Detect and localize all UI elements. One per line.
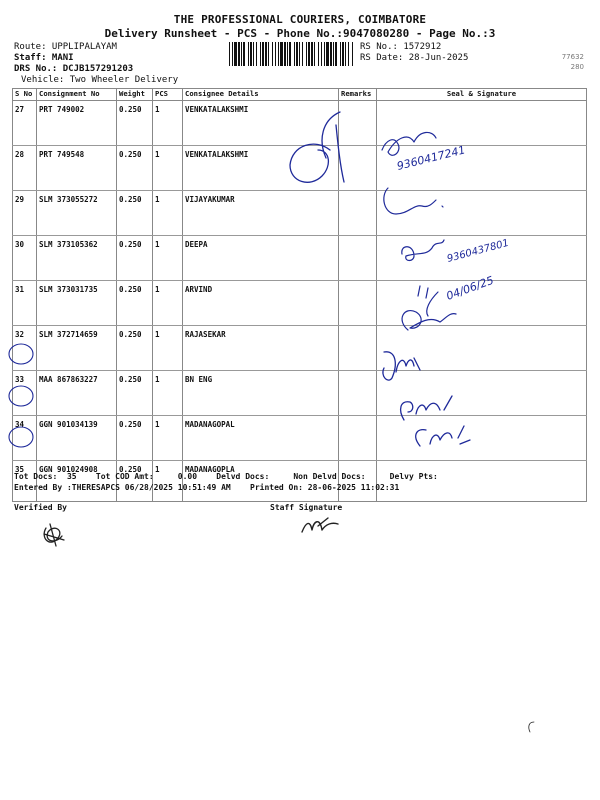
row-pcs: 1 — [153, 326, 183, 371]
row-sno: 32 — [13, 326, 37, 371]
row-weight: 0.250 — [117, 281, 153, 326]
corner-mark-stroke — [529, 722, 534, 732]
signature-mark-row33 — [383, 352, 420, 380]
row-consignee: MADANAGOPLA — [183, 461, 339, 502]
row-weight: 0.250 — [117, 371, 153, 416]
rs-date: RS Date: 28-Jun-2025 — [360, 53, 469, 63]
row-weight: 0.250 — [117, 461, 153, 502]
row-consignee: RAJASEKAR — [183, 326, 339, 371]
route-label: Route: UPPLIPALAYAM — [14, 42, 117, 52]
col-sno: S No — [13, 89, 37, 101]
circle-mark-34 — [9, 386, 33, 406]
row-pcs: 1 — [153, 461, 183, 502]
row-weight: 0.250 — [117, 416, 153, 461]
signature-mark-row32 — [402, 311, 456, 330]
row-consignee: MADANAGOPAL — [183, 416, 339, 461]
row-sno: 33 — [13, 371, 37, 416]
row-pcs: 1 — [153, 281, 183, 326]
row-consignment-no: GGN 901034139 — [37, 416, 117, 461]
staff-label: Staff: MANI — [14, 53, 74, 63]
row-consignment-no: SLM 373105362 — [37, 236, 117, 281]
staff-signature-mark — [302, 518, 338, 532]
row-pcs: 1 — [153, 236, 183, 281]
row-consignee: BN ENG — [183, 371, 339, 416]
row-consignment-no: GGN 901024908 — [37, 461, 117, 502]
handwritten-phone-2: 9360437801 — [445, 237, 511, 265]
row-consignee: VENKATALAKSHMI — [183, 101, 339, 146]
signature-mark-row31 — [418, 286, 438, 316]
row-consignment-no: PRT 749548 — [37, 146, 117, 191]
row-consignee: ARVIND — [183, 281, 339, 326]
corner-mark-1: 77632 — [561, 53, 584, 61]
rs-number: RS No.: 1572912 — [360, 42, 442, 52]
row-sno: 35 — [13, 461, 37, 502]
row-consignment-no: SLM 373031735 — [37, 281, 117, 326]
row-consignment-no: PRT 749002 — [37, 101, 117, 146]
row-pcs: 1 — [153, 371, 183, 416]
row-sno: 31 — [13, 281, 37, 326]
col-seal-signature: Seal & Signature — [377, 89, 587, 101]
col-consignee: Consignee Details — [183, 89, 339, 101]
col-pcs: PCS — [153, 89, 183, 101]
company-title: THE PROFESSIONAL COURIERS, COIMBATORE — [173, 13, 427, 26]
staff-signature-label: Staff Signature — [270, 503, 343, 512]
circle-mark-35 — [9, 427, 33, 447]
totals-line: Tot Docs: 35 Tot COD Amt: 0.00 Delvd Docs: Non Delvd Docs: Delvy Pts: — [14, 472, 438, 481]
row-weight: 0.250 — [117, 101, 153, 146]
row-pcs: 1 — [153, 191, 183, 236]
handwritten-phone-1: 9360417241 — [395, 143, 467, 173]
row-sno: 27 — [13, 101, 37, 146]
signature-mark-loop — [290, 112, 344, 182]
verified-signature-mark — [44, 524, 64, 546]
row-consignment-no: SLM 372714659 — [37, 326, 117, 371]
row-pcs: 1 — [153, 146, 183, 191]
verified-by-label: Verified By — [14, 503, 67, 512]
signature-mark-row34 — [401, 396, 452, 420]
col-weight: Weight — [117, 89, 153, 101]
row-consignee: VIJAYAKUMAR — [183, 191, 339, 236]
row-weight: 0.250 — [117, 326, 153, 371]
row-weight: 0.250 — [117, 146, 153, 191]
row-consignment-no: MAA 867863227 — [37, 371, 117, 416]
vehicle-label: Vehicle: Two Wheeler Delivery — [21, 75, 179, 85]
runsheet-subtitle: Delivery Runsheet - PCS - Phone No.:9047080280 - Page No.:3 — [104, 27, 496, 40]
row-consignee: VENKATALAKSHMI — [183, 146, 339, 191]
corner-mark-2: 280 — [570, 63, 584, 71]
row-pcs: 1 — [153, 416, 183, 461]
row-sno: 34 — [13, 416, 37, 461]
row-consignment-no: SLM 373055272 — [37, 191, 117, 236]
drs-number: DRS No.: DCJB157291203 — [14, 64, 134, 74]
entered-by-line: Entered By :THERESAPCS 06/28/2025 10:51:49 AM Printed On: 28-06-2025 11:02:31 — [14, 483, 400, 492]
signature-mark-row29 — [384, 188, 443, 214]
circle-mark-33 — [9, 344, 33, 364]
row-sno: 28 — [13, 146, 37, 191]
row-weight: 0.250 — [117, 191, 153, 236]
row-weight: 0.250 — [117, 236, 153, 281]
row-sno: 30 — [13, 236, 37, 281]
col-remarks: Remarks — [339, 89, 377, 101]
row-pcs: 1 — [153, 101, 183, 146]
row-sno: 29 — [13, 191, 37, 236]
row-consignee: DEEPA — [183, 236, 339, 281]
signature-mark-row30 — [402, 240, 444, 261]
signature-mark-row35 — [416, 426, 470, 446]
handwritten-date: 04/06/25 — [444, 273, 496, 303]
col-consignment: Consignment No — [37, 89, 117, 101]
